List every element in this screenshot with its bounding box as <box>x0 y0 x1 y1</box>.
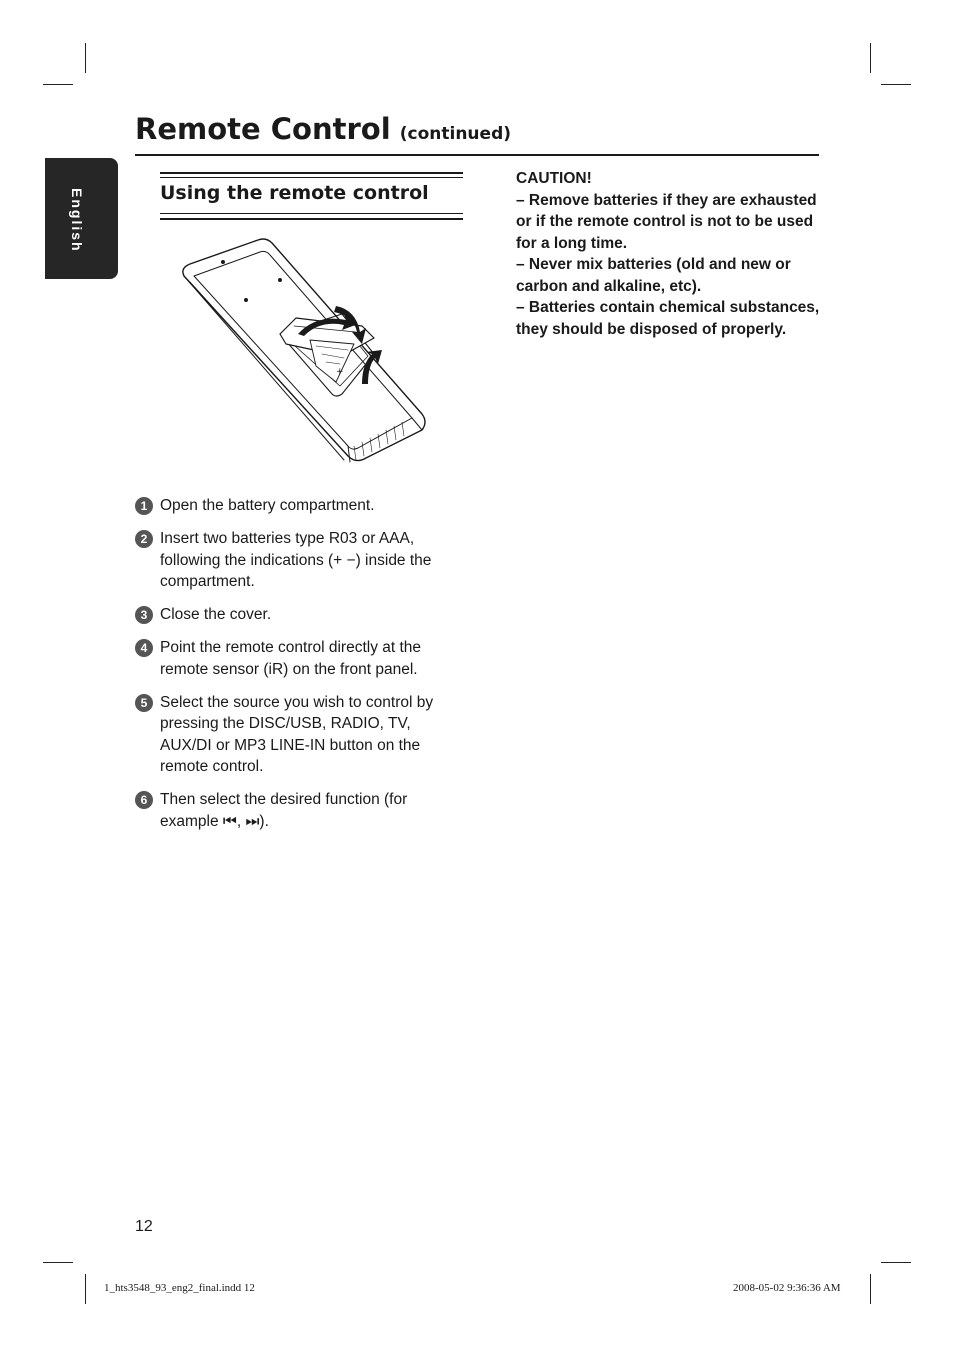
svg-text:+: + <box>336 367 344 377</box>
step-item <box>135 528 465 593</box>
section-rule <box>160 172 463 174</box>
crop-mark <box>870 1274 871 1304</box>
language-tab-label: English <box>69 188 85 253</box>
crop-mark <box>43 1262 73 1263</box>
step-number-badge: 1 <box>135 497 153 515</box>
section-rule <box>160 218 463 220</box>
instruction-steps <box>135 495 465 844</box>
step-item <box>135 495 465 517</box>
caution-item: – Never mix batteries (old and new or carbon and alkaline, etc). <box>516 256 791 295</box>
section-heading: Using the remote control <box>160 182 429 204</box>
step-text: Close the cover. <box>160 606 272 623</box>
page-title-continued: (continued) <box>399 124 512 144</box>
page-title <box>135 112 511 146</box>
step-number-badge: 6 <box>135 791 153 809</box>
section-rule <box>160 213 463 214</box>
step-number-badge: 4 <box>135 639 153 657</box>
caution-item: – Batteries contain chemical substances, they should be disposed of properly. <box>516 299 820 338</box>
step-text: Then select the desired function (for example ⏮, ⏭). <box>160 791 408 830</box>
page-number: 12 <box>135 1218 153 1235</box>
language-tab <box>45 158 118 279</box>
crop-mark <box>85 43 86 73</box>
crop-mark <box>870 43 871 73</box>
page-title-main: Remote Control <box>135 112 391 146</box>
step-text: Insert two batteries type R03 or AAA, following the indications (+ −) inside the compartment. <box>160 530 432 590</box>
step-item <box>135 637 465 680</box>
section-rule <box>160 177 463 178</box>
caution-item: – Remove batteries if they are exhausted or if the remote control is not to be used for a long time. <box>516 191 817 252</box>
step-text: Point the remote control directly at the remote sensor (iR) on the front panel. <box>160 639 422 678</box>
crop-mark <box>881 1262 911 1263</box>
step-number-badge: 3 <box>135 606 153 624</box>
caution-title: CAUTION! <box>516 170 592 187</box>
crop-mark <box>881 84 911 85</box>
step-item <box>135 692 465 778</box>
caution-box <box>516 168 821 340</box>
crop-mark <box>85 1274 86 1304</box>
step-number-badge: 5 <box>135 694 153 712</box>
step-text: Open the battery compartment. <box>160 497 375 514</box>
footer-file-name: 1_hts3548_93_eng2_final.indd 12 <box>104 1282 255 1294</box>
step-item <box>135 789 465 832</box>
crop-mark <box>43 84 73 85</box>
title-divider <box>135 154 819 156</box>
remote-control-battery-illustration <box>176 234 432 466</box>
step-text: Select the source you wish to control by pressing the DISC/USB, RADIO, TV, AUX/DI or MP3 LINE-IN button on the remote control. <box>160 693 434 775</box>
step-number-badge: 2 <box>135 530 153 548</box>
footer-timestamp: 2008-05-02 9:36:36 AM <box>733 1282 841 1294</box>
step-item <box>135 604 465 626</box>
